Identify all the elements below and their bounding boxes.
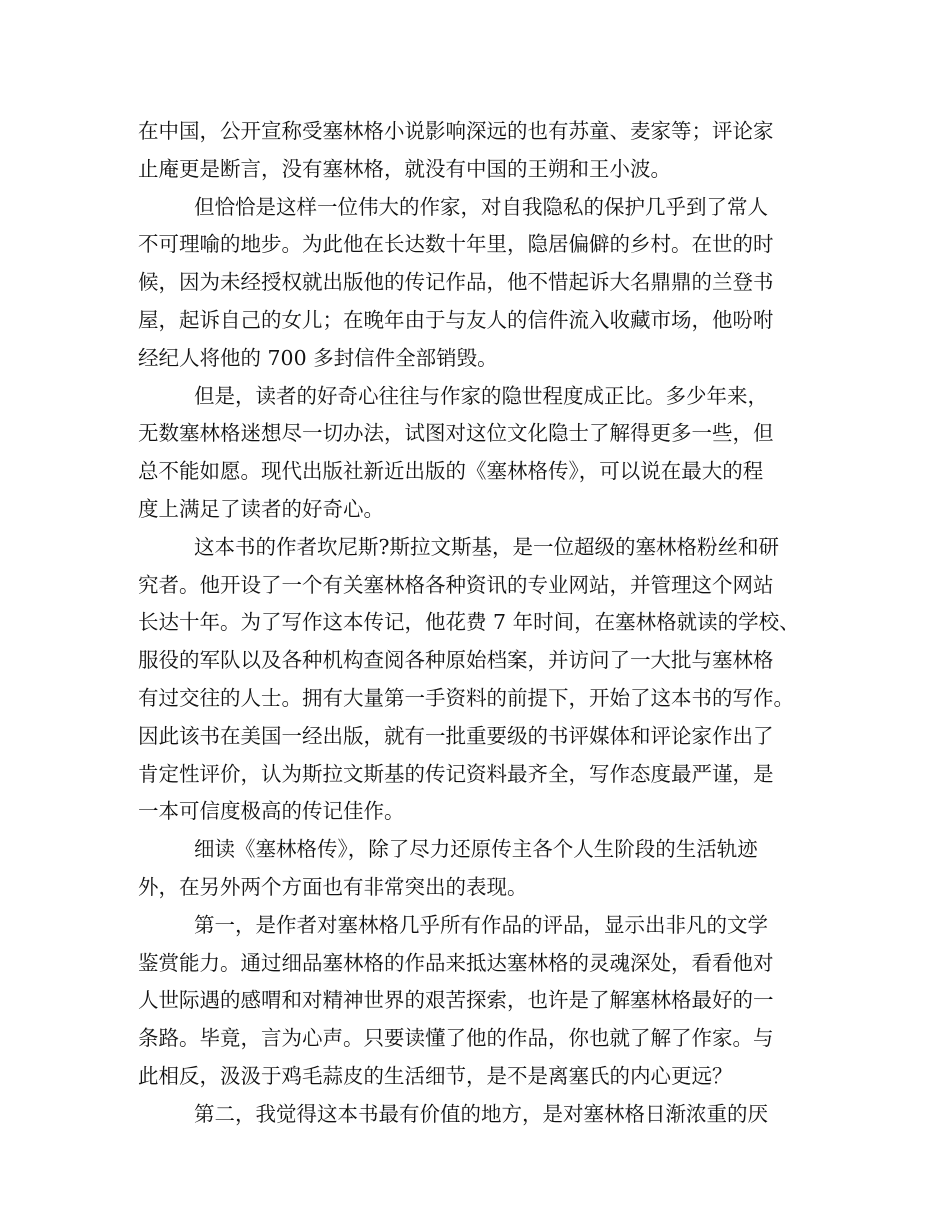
text-line: 肯定性评价，认为斯拉文斯基的传记资料最齐全，写作态度最严谨，是 [138,761,774,786]
text-line: 此相反，汲汲于鸡毛蒜皮的生活细节，是不是离塞氏的内心更远？ [138,1063,733,1088]
paragraph-6 [138,907,818,1096]
text-line: 但恰恰是这样一位伟大的作家，对自我隐私的保护几乎到了常人 [194,194,768,219]
text-line: 因此该书在美国一经出版，就有一批重要级的书评媒体和评论家作出了 [138,723,774,748]
text-line: 鉴赏能力。通过细品塞林格的作品来抵达塞林格的灵魂深处，看看他对 [138,950,774,975]
paragraph-2 [138,189,818,378]
text-line: 总不能如愿。现代出版社新近出版的《塞林格传》，可以说在最大的程 [138,459,764,484]
text-line: 但是，读者的好奇心往往与作家的隐世程度成正比。多少年来， [194,383,768,408]
text-line: 屋，起诉自己的女儿；在晚年由于与友人的信件流入收藏市场，他吩咐 [138,307,774,332]
text-line: 人世际遇的感喟和对精神世界的艰苦探索，也许是了解塞林格最好的一 [138,988,774,1013]
paragraph-5 [138,831,818,907]
text-line: 一本可信度极高的传记佳作。 [138,799,405,824]
paragraph-3 [138,378,818,529]
text-line: 度上满足了读者的好奇心。 [138,496,384,521]
paragraph-1 [138,113,818,189]
paragraph-7 [138,1096,818,1134]
text-line: 第一，是作者对塞林格几乎所有作品的评品，显示出非凡的文学 [194,912,768,937]
text-line: 不可理喻的地步。为此他在长达数十年里，隐居偏僻的乡村。在世的时 [138,232,774,257]
text-line: 这本书的作者坎尼斯?斯拉文斯基，是一位超级的塞林格粉丝和研 [194,534,779,559]
text-line: 外，在另外两个方面也有非常突出的表现。 [138,874,528,899]
text-line: 经纪人将他的 700 多封信件全部销毁。 [138,345,498,370]
text-line: 止庵更是断言，没有塞林格，就没有中国的王朔和王小波。 [138,156,671,181]
text-line: 第二，我觉得这本书最有价值的地方，是对塞林格日渐浓重的厌 [194,1101,768,1126]
document-page [138,113,818,1134]
text-line: 条路。毕竟，言为心声。只要读懂了他的作品，你也就了解了作家。与 [138,1026,774,1051]
text-line: 细读《塞林格传》，除了尽力还原传主各个人生阶段的生活轨迹 [194,837,758,862]
paragraph-4 [138,529,818,831]
text-line: 究者。他开设了一个有关塞林格各种资讯的专业网站，并管理这个网站 [138,572,774,597]
text-line: 无数塞林格迷想尽一切办法，试图对这位文化隐士了解得更多一些，但 [138,421,774,446]
text-line: 在中国，公开宣称受塞林格小说影响深远的也有苏童、麦家等；评论家 [138,119,774,143]
text-line: 候，因为未经授权就出版他的传记作品，他不惜起诉大名鼎鼎的兰登书 [138,270,774,295]
text-line: 长达十年。为了写作这本传记，他花费 7 年时间，在塞林格就读的学校、 [138,610,800,635]
text-line: 有过交往的人士。拥有大量第一手资料的前提下，开始了这本书的写作。 [138,685,794,710]
text-line: 服役的军队以及各种机构查阅各种原始档案，并访问了一大批与塞林格 [138,648,774,673]
